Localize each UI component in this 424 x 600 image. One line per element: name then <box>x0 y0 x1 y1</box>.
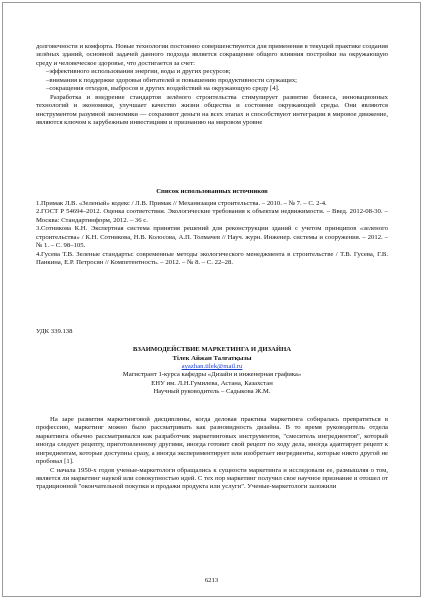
list-item: –внимания к поддержке здоровья обитателей и повышению продуктивности служащих; <box>46 76 298 84</box>
reference-item: 4.Гусева Т.В. Зеленые стандарты: современные методы экологического менеджмента в строительстве / Т.В. Гусева, Г.В. Панкина, Е.Р. Петросян // Компетентность. – 2012. – № 8. – С. 22–28. <box>36 250 388 267</box>
spacer <box>36 268 388 328</box>
article-author: Тілек Айжан Талғатқызы <box>172 354 252 362</box>
reference-item: 2.ГОСТ Р 54694–2012. Оценка соответствия. Экологические требования к объектам недвижимости. – Введ. 2012-08-30. – Москва: Стандартинформ, 2012. – 36 с. <box>36 208 388 224</box>
body-paragraph: С начала 1950-х годов ученые-маркетологи обращались к сущности маркетинга и исследовали ее, размышляя о том, является ли маркетинг наукой или совокупностью идей. С тех пор маркетинг получил свое научное признание и отошел от традиционной "окончательной покупки и продажи продукта или услуги". Ученые-маркетологи заложили <box>36 466 388 491</box>
spacer <box>36 128 388 188</box>
page-content <box>36 43 388 492</box>
scientific-supervisor: Научный руководитель – Садыкова Ж.М. <box>153 388 271 396</box>
spacer <box>36 397 388 416</box>
author-university: ЕНУ им. Л.Н.Гумилева, Астана, Казахстан <box>151 379 273 387</box>
document-page <box>2 2 421 597</box>
references-heading: Список использованных источников <box>156 187 268 195</box>
article-title: ВЗАИМОДЕЙСТВИЕ МАРКЕТИНГА И ДИЗАЙНА <box>132 346 292 354</box>
body-paragraph: Разработка и внедрение стандартов зелёного строительства стимулирует развитие бизнеса, инновационных технологий и экономики, улучшает качество жизни общества и состояние окружающей среды. Они являются инструментом разумной экономики — сохраняют деньги на всех этапах и способствуют интеграции в мировое движение, являются ключом к зарубежным инвестициям и признанию на мировом уровне <box>36 93 388 127</box>
reference-item: 1.Примак Л.В. «Зеленый» кодекс / Л.В. Примак // Механизация строительства. – 2010. – № 7. – С. 2-4. <box>36 199 327 207</box>
list-item: –эффективного использования энергии, воды и других ресурсов; <box>46 68 231 76</box>
author-position: Магистрант 1-курса кафедры «Дизайн и инженерная графика» <box>122 371 302 379</box>
body-paragraph: На заре развития маркетинговой дисциплины, когда деловая практика маркетинга собиралась превратиться в профессию, маркетинг можно было рассматривать как разновидность дизайна. В то время руководитель отдела маркетинга обычно рассматривался как разработчик маркетинговых инструментов, "смеситель ингредиентов", который иногда следует рецепту, приготовленному другими, иногда готовит свой рецепт по ходу дела, иногда адаптирует рецепт к ингредиентам, которые доступны сразу, а иногда экспериментирует или изобретает ингредиенты, которые никто другой не пробовал [1]. <box>36 415 388 466</box>
list-item: –сокращения отходов, выбросов и других воздействий на окружающую среду [4]. <box>46 85 280 93</box>
reference-item: 3.Сотникова К.Н. Экспертная система принятия решений для реконструкции зданий с учетом принципов «зеленого строительства» / К.Н. Сотникова, Н.В. Колосова, А.П. Толмачев // Науч. журн. Инженер. системы и сооружения. – 2012. – № 1. – С. 98–105. <box>36 225 388 250</box>
page-number: 6213 <box>204 577 219 584</box>
udk-code: УДК 339.138 <box>36 327 73 335</box>
body-paragraph: долговечности и комфорта. Новые технологии постоянно совершенствуются для применения в текущей практике создания зелёных зданий, основной задачей данного подхода является сокращение общего влияния постройки на окружающую среду и человеческое здоровье, что достигается за счет: <box>36 43 388 67</box>
author-email-link[interactable]: ayazhan.tilek@mail.ru <box>181 362 243 370</box>
